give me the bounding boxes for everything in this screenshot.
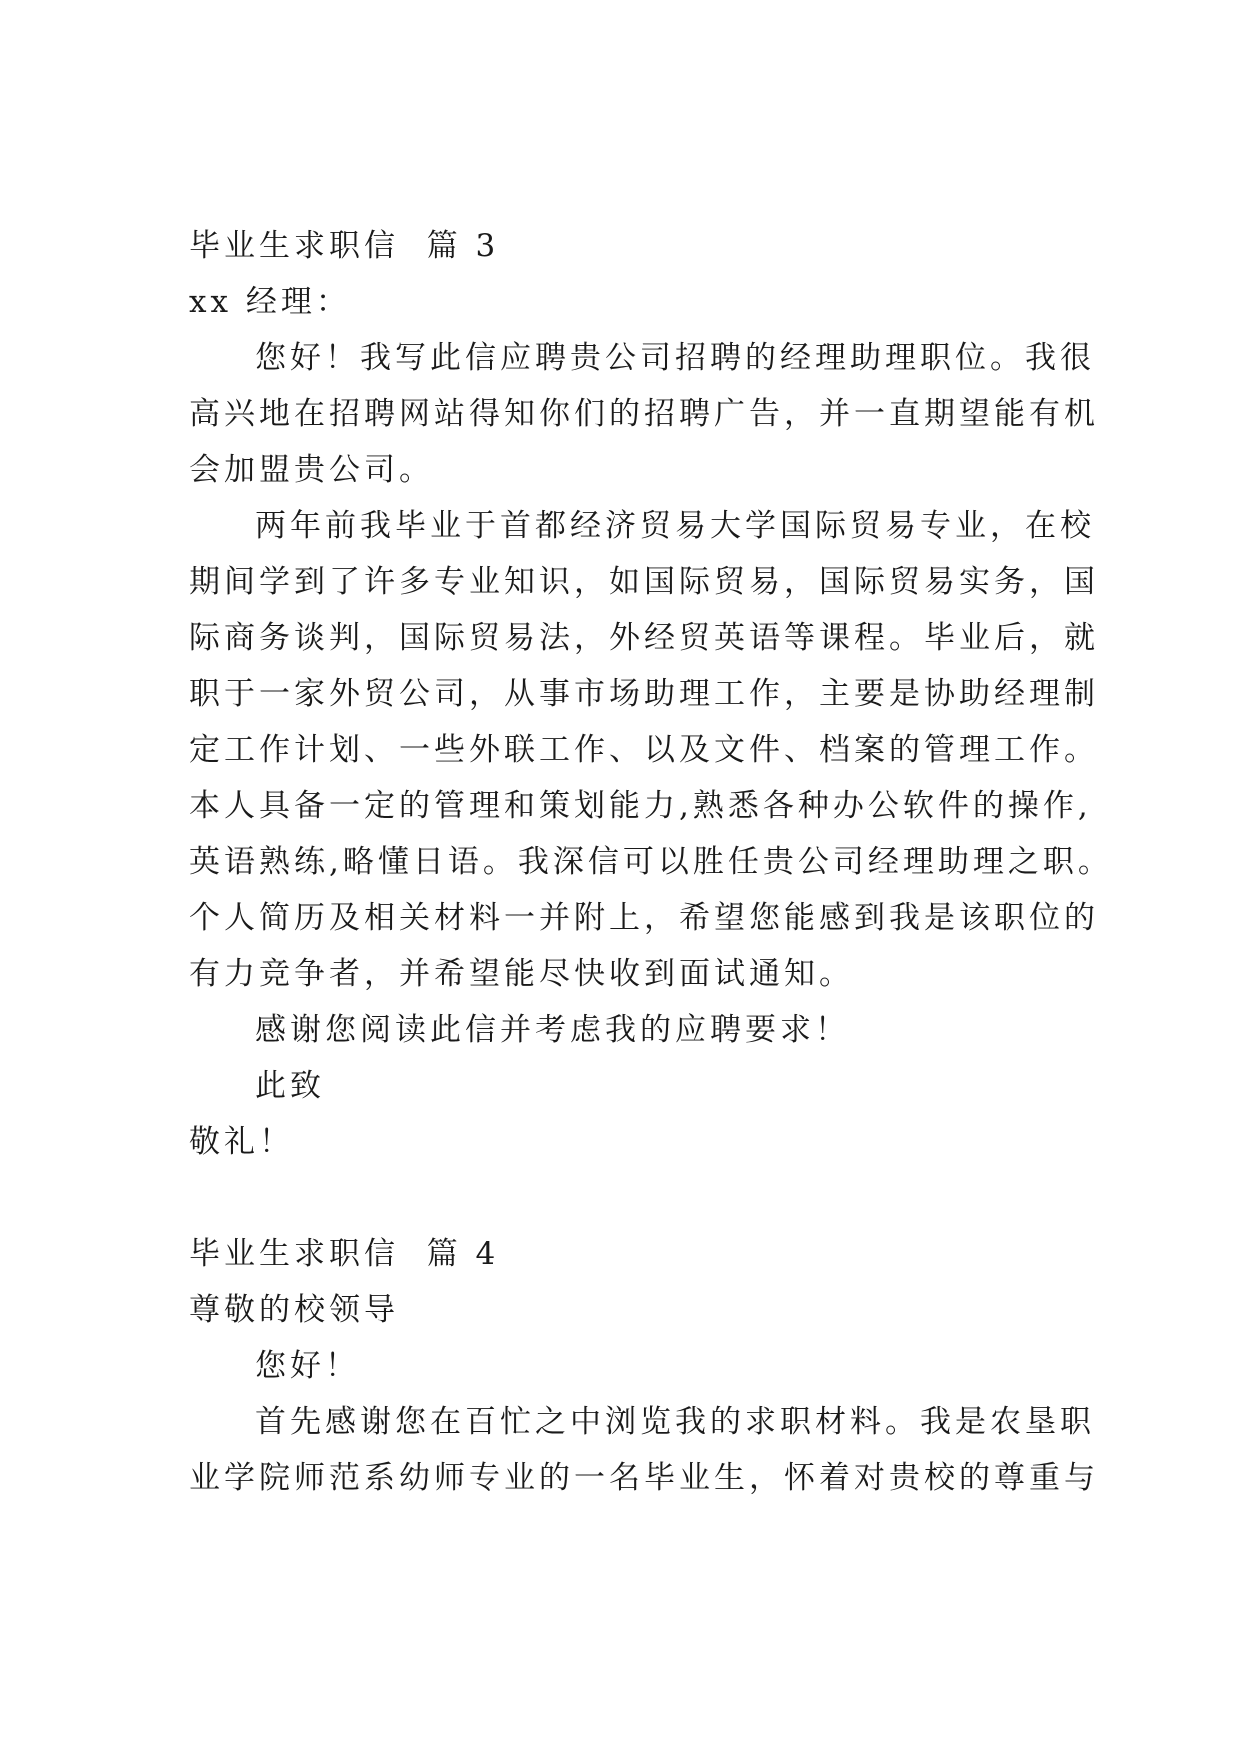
paragraph-line: 会加盟贵公司。 [189,452,434,488]
paragraph-line: 首先感谢您在百忙之中浏览我的求职材料。我是农垦职 [255,1404,1095,1440]
paragraph [189,1394,1099,1506]
paragraph-line: 职于一家外贸公司，从事市场助理工作，主要是协助经理制 [189,676,1099,712]
paragraph-line: 您好！我写此信应聘贵公司招聘的经理助理职位。我很 [255,340,1095,376]
paragraph-line: 感谢您阅读此信并考虑我的应聘要求！ [255,1012,850,1048]
paragraph-line: 有力竞争者，并希望能尽快收到面试通知。 [189,956,854,992]
paragraph-line: 两年前我毕业于首都经济贸易大学国际贸易专业，在校 [255,508,1095,544]
section-spacer [189,1170,1064,1226]
paragraph [189,1002,1064,1058]
paragraph-line: 业学院师范系幼师专业的一名毕业生，怀着对贵校的尊重与 [189,1460,1099,1496]
paragraph [189,1058,1064,1114]
paragraph-line: 英语熟练,略懂日语。我深信可以胜任贵公司经理助理之职。 [189,844,1113,880]
paragraph [189,330,1099,498]
paragraph-line: 您好！ [255,1348,360,1384]
paragraph [189,498,1113,1002]
section-heading: 毕业生求职信 篇 4 [189,1236,500,1272]
salutation: 尊敬的校领导 [189,1292,399,1328]
paragraph-line: 个人简历及相关材料一并附上，希望您能感到我是该职位的 [189,900,1099,936]
paragraph-line: 定工作计划、一些外联工作、以及文件、档案的管理工作。 [189,732,1099,768]
section-heading: 毕业生求职信 篇 3 [189,228,500,264]
closing: 敬礼！ [189,1124,294,1160]
paragraph-line: 本人具备一定的管理和策划能力,熟悉各种办公软件的操作, [189,788,1092,824]
paragraph-line: 际商务谈判，国际贸易法，外经贸英语等课程。毕业后，就 [189,620,1099,656]
paragraph [189,1338,1064,1394]
document-body [189,218,1113,1506]
paragraph-line: 此致 [255,1068,325,1104]
salutation: xx 经理： [189,284,351,320]
paragraph-line: 期间学到了许多专业知识，如国际贸易，国际贸易实务，国 [189,564,1099,600]
paragraph-line: 高兴地在招聘网站得知你们的招聘广告，并一直期望能有机 [189,396,1099,432]
